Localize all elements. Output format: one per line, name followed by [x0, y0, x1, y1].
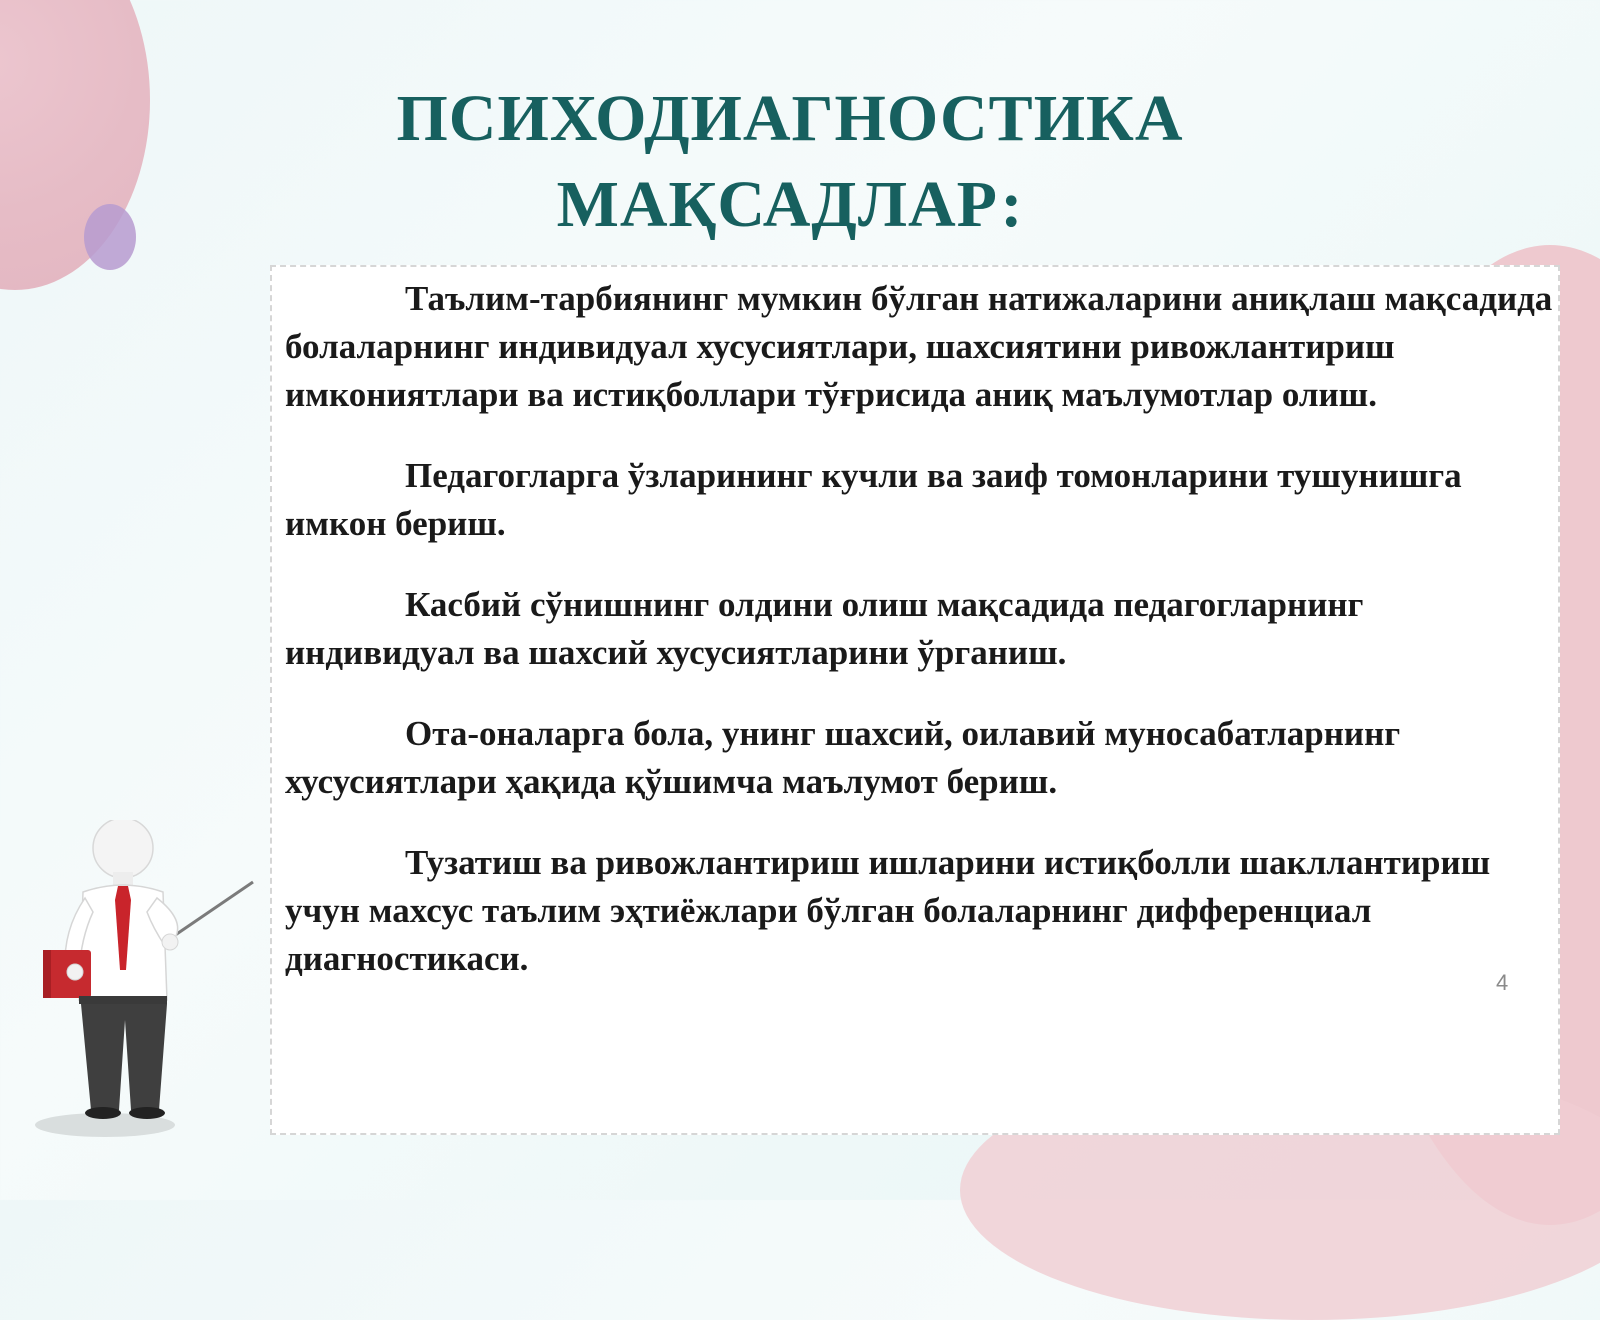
goal-paragraph-2: Педагогларга ўзларининг кучли ва заиф томонларини тушунишга имкон бериш. — [285, 456, 1462, 543]
teacher-with-pointer-icon — [25, 820, 265, 1140]
slide-title-line-2: МАҚСАДЛАР: — [556, 168, 1024, 241]
goal-paragraph-1: Таълим-тарбиянинг мумкин бўлган натижаларини аниқлаш мақсадида болаларнинг индивидуал хусусиятлари, шахсиятини ривожлантириш имкониятлари ва истиқболлари тўғрисида аниқ маълумотлар олиш. — [285, 279, 1553, 414]
slide-title — [280, 76, 1300, 248]
slide-title-line-1: ПСИХОДИАГНОСТИКА — [396, 82, 1184, 155]
decorative-purple-circle — [84, 204, 136, 270]
goals-list — [285, 275, 1555, 1016]
goal-paragraph-5: Тузатиш ва ривожлантириш ишларини истиқболли шакллантириш учун махсус таълим эҳтиёжлари бўлган болаларнинг дифференциал диагностикаси. — [285, 843, 1491, 978]
goal-paragraph-3: Касбий сўнишнинг олдини олиш мақсадида педагогларнинг индивидуал ва шахсий хусусиятларини ўрганиш. — [285, 585, 1364, 672]
goal-paragraph-4: Ота-оналарга бола, унинг шахсий, оилавий муносабатларнинг хусусиятлари ҳақида қўшимча маълумот бериш. — [285, 714, 1401, 801]
page-number: 4 — [1496, 970, 1509, 995]
